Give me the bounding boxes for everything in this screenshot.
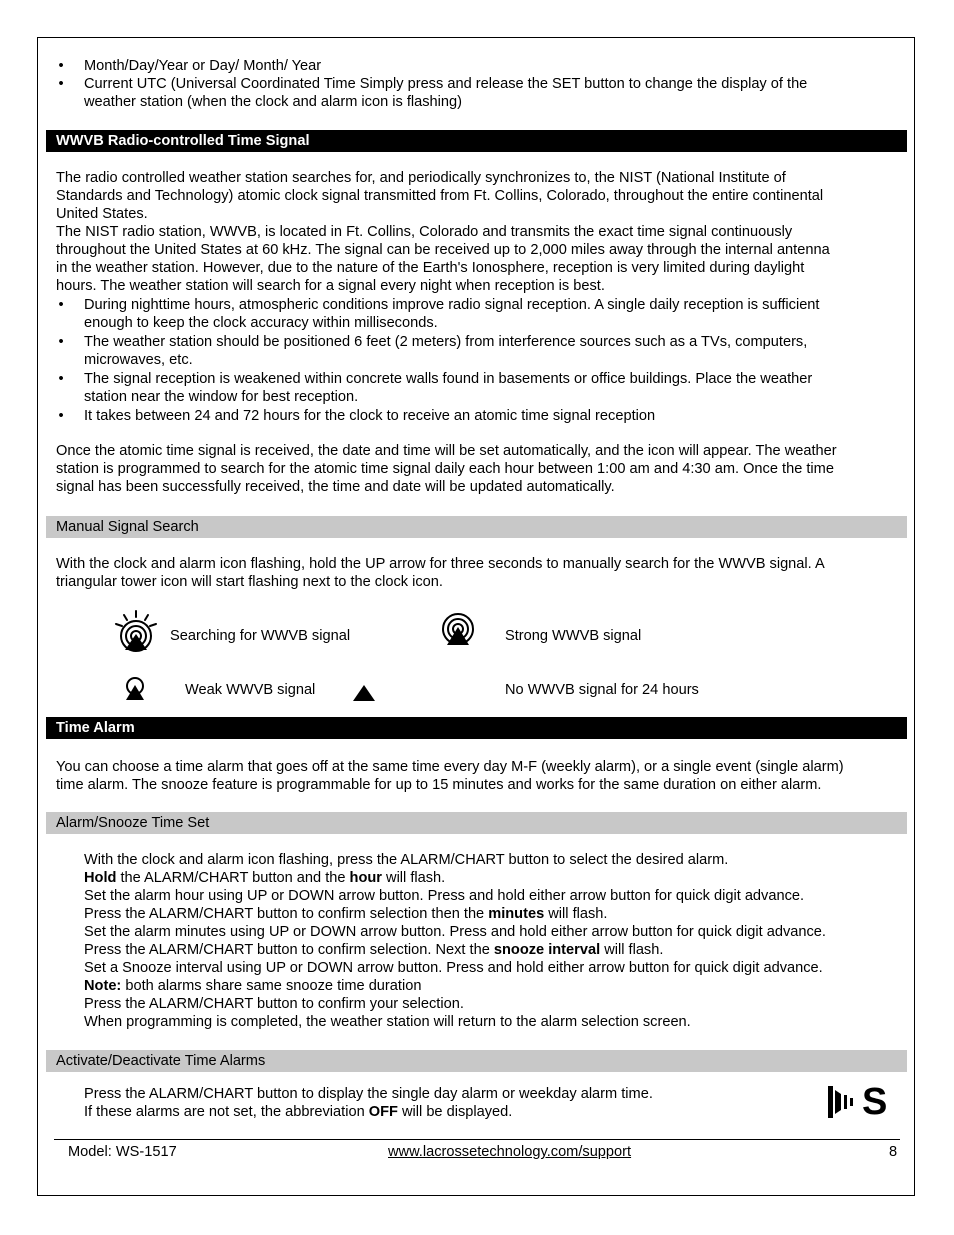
section-heading-time-alarm [46,717,907,739]
instruction-line [84,977,421,995]
section-heading-text: WWVB Radio-controlled Time Signal [56,133,310,149]
instruction-text: If these alarms are not set, the abbreviation [84,1104,369,1120]
bold-text: Hold [84,870,117,886]
bullet-marker: • [58,76,64,92]
bullet-line: station near the window for best reception. [84,389,359,405]
paragraph-line: station is programmed to search for the atomic time signal daily each hour between 1:00 am and 4:30 am. Once the time [56,461,834,477]
paragraph-line: The NIST radio station, WWVB, is located in Ft. Collins, Colorado and transmits the exact time signal continuously [56,224,793,240]
bullet-line: It takes between 24 and 72 hours for the clock to receive an atomic time signal reception [84,408,656,424]
paragraph-line: throughout the United States at 60 kHz. The signal can be received up to 2,000 miles away through the internal antenna [56,242,830,258]
paragraph-line: Once the atomic time signal is received, the date and time will be set automatically, and the icon will appear. The weather [56,443,837,459]
instruction-line: When programming is completed, the weather station will return to the alarm selection screen. [84,1014,691,1030]
bold-text: snooze interval [493,942,601,958]
instruction-line [84,905,607,923]
signal-searching-icon [113,610,159,654]
bullet-line: The weather station should be positioned 6 feet (2 meters) from interference sources such as a TVs, computers, [84,334,808,350]
signal-strong-label: Strong WWVB signal [505,628,642,644]
instruction-line [84,941,663,959]
footer-page-number: 8 [889,1144,898,1160]
bullet-line: enough to keep the clock accuracy within milliseconds. [84,315,438,331]
paragraph-line: signal has been successfully received, the time and date will be updated automatically. [56,479,615,495]
instruction-text: Press the ALARM/CHART button to confirm selection. Next the [84,942,494,958]
instruction-text: Press the ALARM/CHART button to confirm selection then the [84,906,489,922]
section-heading-text: Activate/Deactivate Time Alarms [56,1053,266,1069]
instruction-text: the ALARM/CHART button and the [116,870,350,886]
section-heading-text: Alarm/Snooze Time Set [56,815,210,831]
bullet-marker: • [58,334,64,350]
paragraph-line: time alarm. The snooze feature is programmable for up to 15 minutes and works for the same duration on either alarm. [56,777,822,793]
alarm-sound-icon [826,1082,860,1122]
alarm-s-icon-letter: S [862,1081,888,1123]
bold-text: hour [349,870,382,886]
paragraph-line: in the weather station. However, due to the nature of the Earth's Ionosphere, reception is very limited during daylight [56,260,805,276]
paragraph-line: With the clock and alarm icon flashing, hold the UP arrow for three seconds to manually search for the WWVB signal. A [56,556,825,572]
instruction-line: Press the ALARM/CHART button to display the single day alarm or weekday alarm time. [84,1086,653,1102]
section-heading-text: Manual Signal Search [56,519,199,535]
bullet-utc-cont: weather station (when the clock and alarm icon is flashing) [84,94,463,110]
instruction-line: Set the alarm minutes using UP or DOWN arrow button. Press and hold either arrow button for quick digit advance. [84,924,826,940]
instruction-line [84,1103,512,1121]
instruction-text: will flash. [381,870,446,886]
bullet-marker: • [58,408,64,424]
footer-divider [54,1139,900,1140]
paragraph-line: United States. [56,206,148,222]
instruction-text: will flash. [544,906,608,922]
instruction-text: both alarms share same snooze time duration [121,978,422,994]
bold-text: OFF [368,1104,398,1120]
bullet-utc: Current UTC (Universal Coordinated Time Simply press and release the SET button to change the display of the [84,76,808,92]
signal-none-label: No WWVB signal for 24 hours [505,682,699,698]
section-heading-activate-alarms [46,1050,907,1072]
footer-model: Model: WS-1517 [68,1144,177,1160]
bullet-line: During nighttime hours, atmospheric conditions improve radio signal reception. A single daily reception is sufficient [84,297,820,313]
bullet-marker: • [58,58,64,74]
bold-text: Note: [84,978,122,994]
paragraph-line: triangular tower icon will start flashing next to the clock icon. [56,574,443,590]
signal-none-icon [352,684,376,702]
bullet-line: The signal reception is weakened within concrete walls found in basements or office buildings. Place the weather [84,371,813,387]
signal-searching-label: Searching for WWVB signal [170,628,351,644]
bullet-marker: • [58,371,64,387]
paragraph-line: The radio controlled weather station searches for, and periodically synchronizes to, the NIST (National Institute of [56,170,786,186]
paragraph-line: Standards and Technology) atomic clock signal transmitted from Ft. Collins, Colorado, throughout the entire continental [56,188,824,204]
signal-weak-label: Weak WWVB signal [185,682,316,698]
instruction-text: will be displayed. [397,1104,513,1120]
instruction-line: With the clock and alarm icon flashing, press the ALARM/CHART button to select the desired alarm. [84,852,729,868]
instruction-line [84,869,445,887]
section-heading-manual-search [46,516,907,538]
footer-support-link[interactable]: www.lacrossetechnology.com/support [388,1144,632,1160]
section-heading-text: Time Alarm [56,720,135,736]
instruction-line: Set the alarm hour using UP or DOWN arrow button. Press and hold either arrow button for quick digit advance. [84,888,805,904]
instruction-line: Set a Snooze interval using UP or DOWN arrow button. Press and hold either arrow button for quick digit advance. [84,960,823,976]
section-heading-wwvb [46,130,907,152]
bullet-date-format: Month/Day/Year or Day/ Month/ Year [84,58,322,74]
instruction-line: Press the ALARM/CHART button to confirm your selection. [84,996,464,1012]
paragraph-line: You can choose a time alarm that goes off at the same time every day M-F (weekly alarm), or a single event (single alarm) [56,759,844,775]
section-heading-alarm-snooze [46,812,907,834]
bullet-line: microwaves, etc. [84,352,193,368]
signal-strong-icon [440,612,476,648]
paragraph-line: hours. The weather station will search for a signal every night when reception is best. [56,278,605,294]
signal-weak-icon [123,676,147,702]
bold-text: minutes [488,906,545,922]
bullet-marker: • [58,297,64,313]
instruction-text: will flash. [600,942,664,958]
